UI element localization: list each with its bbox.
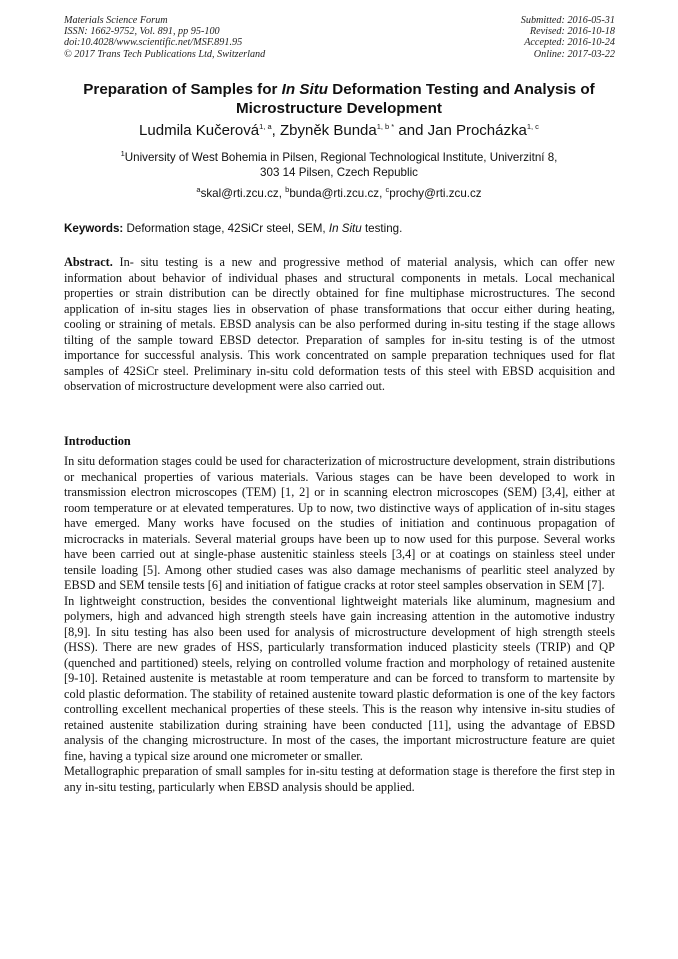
date-accepted: Accepted: 2016-10-24 xyxy=(524,37,615,49)
author-list: Ludmila Kučerová$^{1, a}$, Zbyněk Bunda$^{1, b *}$ and Jan Procházka$^{1, c}$ xyxy=(139,122,539,139)
abstract-text: In- situ testing is a new and progressive method of material analysis, which can offer new information about behavior of individual phases and structural components in metals. Local mechanical properties or strain distribution can be directly obtained for fine multiphase microstructures. The second application of in-situ stages lies in observation of phase transformations that occur either during heating, cooling or straining of metals. EBSD analysis can be also performed during in-situ testing if the stage allows tilting of the sample toward EBSD detector. Preparation of samples for in-situ testing is of the utmost importance for successful analysis. This work concentrated on sample preparation techniques used for flat samples of 42SiCr steel. Preliminary in-situ cold deformation tests of this steel with EBSD acquisition and observation of microstructure development were also carried out. xyxy=(64,255,615,394)
paper-title: Preparation of Samples for In Situ Deformation Testing and Analysis of Microstructure Development xyxy=(83,81,595,117)
date-online: Online: 2017-03-22 xyxy=(533,48,615,60)
keywords: Keywords: Deformation stage, 42SiCr steel, SEM, In Situ testing. xyxy=(64,222,403,235)
introduction-body xyxy=(64,454,615,795)
submission-dates xyxy=(521,15,615,60)
author-name: Zbyněk Bunda xyxy=(279,122,377,139)
author-emails: $^a$skal@rti.zcu.cz, $^b$bunda@rti.zcu.cz, $^c$prochy@rti.zcu.cz xyxy=(196,185,482,200)
paragraph: In lightweight construction, besides the conventional lightweight materials like aluminum, magnesium and polymers, high and advanced high strength steels have gain increasing attention in the automotive industry [8,9]. In situ testing has also been used for analysis of microstructure development of high strength steels (HSS). There are new grades of HSS, particularly transformation induced plasticity steels (TRIP) and QP (quenched and partitioned) steels, relying on controlled volume fraction and morphology of retained austenite [9-10]. Retained austenite is metastable at room temperature and can be forced to transform to martensite by cold plastic deformation. The stability of retained austenite toward plastic deformation is one of the key factors controlling excellent mechanical properties of these steels. This is the reason why intensive in-situ studies of retained austenite stabilization during straining have been conducted [11], using the advantage of EBSD analysis of the changing microstructure. In most of the cases, the important microstructure feature are quiet fine, having a typical size around one micrometer or smaller. xyxy=(64,593,615,763)
date-submitted: Submitted: 2016-05-31 xyxy=(520,15,615,26)
paragraph: In situ deformation stages could be used for characterization of microstructure development, strain distributions or mechanical properties of various materials. Various stages can be have been developed to work in transmission electron microscopes (TEM) [1, 2] or in scanning electron microscopes (SEM) [3,4], either at room temperature or at elevated temperatures. Up to now, two distinctive ways of application of in-situ stages have emerged. Many works have focused on the studies of initiation and continuous propagation of microcracks in materials. Several material groups have been up to now used for this purpose. Several works have been carried out at single-phase austenitic stainless steels [3,4] or at coatings on stainless steel under tensile loading [5]. Among other studied cases was also damage mechanisms of pearlitic steel analyzed by EBSD and SEM tensile tests [6] and initiation of fatigue cracks at rotor steel samples observation in SEM [7]. xyxy=(64,454,615,592)
abstract-label: Abstract. xyxy=(64,255,113,269)
email-link[interactable]: bunda@rti.zcu.cz xyxy=(289,187,380,200)
email-link[interactable]: prochy@rti.zcu.cz xyxy=(389,187,482,200)
journal-info xyxy=(64,15,265,60)
paragraph: Metallographic preparation of small samples for in-situ testing at deformation stage is therefore the first step in any in-situ testing, particularly when EBSD analysis should be applied. xyxy=(64,764,615,794)
introduction-heading: Introduction xyxy=(64,434,131,448)
journal-name: Materials Science Forum xyxy=(64,15,168,26)
journal-copyright: © 2017 Trans Tech Publications Ltd, Switzerland xyxy=(64,48,266,60)
journal-doi[interactable]: doi:10.4028/www.scientific.net/MSF.891.95 xyxy=(64,37,243,49)
affiliation: $^1$University of West Bohemia in Pilsen, Regional Technological Institute, Univerzitní 8, 303 14 Pilsen, Czech Republic xyxy=(120,149,558,179)
author-name: Ludmila Kučerová xyxy=(139,122,260,139)
author-name: Jan Procházka xyxy=(427,122,527,139)
date-revised: Revised: 2016-10-18 xyxy=(529,26,615,38)
abstract xyxy=(64,255,615,395)
email-link[interactable]: skal@rti.zcu.cz xyxy=(200,187,279,200)
journal-issn: ISSN: 1662-9752, Vol. 891, pp 95-100 xyxy=(64,26,220,38)
